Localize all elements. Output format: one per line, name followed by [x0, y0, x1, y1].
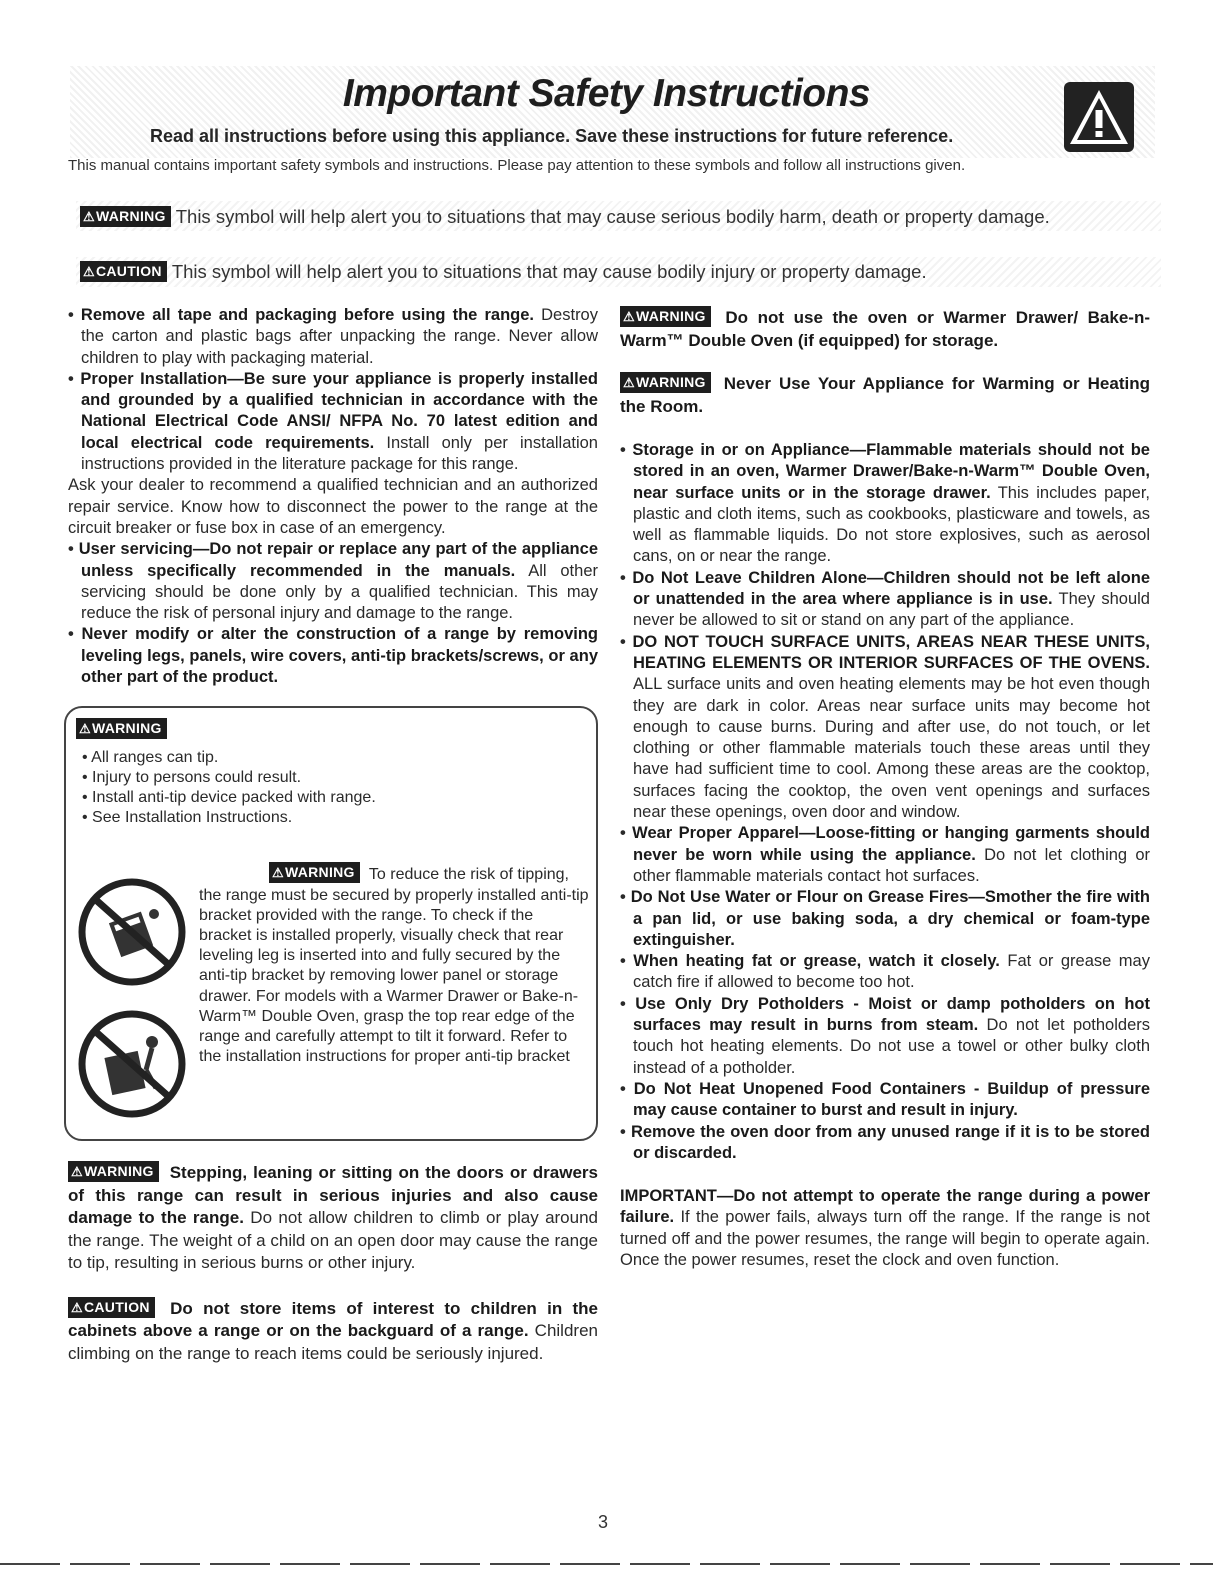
alert-triangle-icon — [1064, 82, 1134, 152]
warning-badge: ⚠WARNING — [76, 718, 167, 739]
list-item: • Do Not Use Water or Flour on Grease Fires—Smother the fire with a pan lid, or use baking soda, a dry chemical or foam-type extinguisher. — [620, 887, 1150, 951]
list-item: • See Installation Instructions. — [94, 808, 586, 828]
caution-badge: ⚠CAUTION — [68, 1297, 155, 1318]
tip-list — [76, 748, 586, 828]
right-column — [620, 306, 1150, 1271]
anti-tip-instructions: ⚠WARNING To reduce the risk of tipping, the range must be secured by properly installed anti-tip bracket provided with the range. To check if the bracket is installed properly, visually check that rear leveling leg is inserted into and fully secured by the anti-tip bracket by removing lower panel or storage drawer. For models with a Warmer Drawer or Bake-n-Warm™ Double Oven, grasp the top rear edge of the range and carefully attempt to tilt it forward. Refer to the installation instructions for proper anti-tip bracket — [199, 864, 589, 1066]
list-item: • Wear Proper Apparel—Loose-fitting or hanging garments should never be worn while using the appliance. Do not let clothing or other flammable materials contact hot surfaces. — [620, 823, 1150, 887]
list-item: • Storage in or on Appliance—Flammable materials should not be stored in an oven, Warmer Drawer/Bake-n-Warm™ Double Oven, near surface units or in the storage drawer. This includes paper, plastic and cloth items, such as cookbooks, plasticware and towels, as well as flammable liquids. Do not store explosives, such as aerosol cans, on or near the range. — [620, 440, 1150, 568]
no-tipping-icon — [76, 876, 188, 988]
stepping-warning: ⚠WARNING Stepping, leaning or sitting on the doors or drawers of this range can result in serious injuries and also cause damage to the range. Do not allow children to climb or play around the range. The weight of a child on an open door may cause the range to tip, resulting in serious burns or other injury. — [68, 1163, 599, 1273]
warning-badge: ⚠WARNING — [269, 862, 360, 883]
list-item: • Injury to persons could result. — [94, 768, 586, 788]
list-item: • Remove all tape and packaging before using the range. Destroy the carton and plastic bags after unpacking the range. Never allow children to play with packaging material. — [68, 305, 598, 369]
caution-symbol-line: ⚠CAUTION This symbol will help alert you to situations that may cause bodily injury or property damage. — [80, 261, 927, 283]
left-column — [68, 305, 598, 1365]
warning-badge: ⚠WARNING — [68, 1161, 159, 1182]
paragraph: Ask your dealer to recommend a qualified technician and an authorized repair service. Know how to disconnect the power to the range at the circuit breaker or fuse box in case of an emergency. — [68, 476, 598, 537]
storage-warning: ⚠WARNING Do not use the oven or Warmer Drawer/ Bake-n-Warm™ Double Oven (if equipped) for storage. — [620, 308, 1150, 350]
list-item: • DO NOT TOUCH SURFACE UNITS, AREAS NEAR THESE UNITS, HEATING ELEMENTS OR INTERIOR SURFACES OF THE OVENS. ALL surface units and oven heating elements may be hot even though they are dark in color. Areas near surface units may become hot enough to cause burns. During and after use, do not touch, or let clothing or other flammable materials touch these areas until they have had sufficient time to cool. Among these areas are the cooktop, surfaces facing the cooktop, the oven vent openings and surfaces near these openings, oven door and window. — [620, 632, 1150, 824]
page-title: Important Safety Instructions — [342, 72, 871, 115]
list-item: • User servicing—Do not repair or replace any part of the appliance unless specifically recommended in the manuals. All other servicing should be done only by a qualified technician. This may reduce the risk of personal injury and damage to the range. — [68, 539, 598, 624]
list-item: • Do Not Leave Children Alone—Children should not be left alone or unattended in the area where appliance is in use. They should never be allowed to sit or stand on any part of the appliance. — [620, 568, 1150, 632]
list-item: • All ranges can tip. — [94, 748, 586, 768]
warning-badge: ⚠WARNING — [620, 372, 711, 393]
warning-badge: ⚠WARNING — [620, 306, 711, 327]
power-failure-note: IMPORTANT—Do not attempt to operate the range during a power failure. If the power fails, always turn off the range. If the range is not turned off and the power resumes, the range will begin to operate again. Once the power resumes, reset the clock and oven function. — [620, 1187, 1150, 1269]
list-item: • Proper Installation—Be sure your appliance is properly installed and grounded by a qualified technician in accordance with the National Electrical Code ANSI/ NFPA No. 70 latest edition and local electrical code requirements. Install only per installation instructions provided in the literature package for this range. — [68, 369, 598, 475]
no-climbing-icon — [76, 1008, 188, 1120]
footer-rule — [0, 1563, 1213, 1565]
caution-badge: ⚠CAUTION — [80, 261, 167, 282]
warning-symbol-line: ⚠WARNING This symbol will help alert you to situations that may cause serious bodily harm, death or property damage. — [80, 206, 1050, 228]
cabinet-caution: ⚠CAUTION Do not store items of interest to children in the cabinets above a range or on the backguard of a range. Children climbing on the range to reach items could be seriously injured. — [68, 1298, 598, 1363]
anti-tip-warning-box — [64, 706, 598, 1141]
list-item: • Use Only Dry Potholders - Moist or damp potholders on hot surfaces may result in burns from steam. Do not let potholders touch hot heating elements. Do not use a towel or other bulky cloth instead of a potholder. — [620, 994, 1150, 1079]
heating-warning: ⚠WARNING Never Use Your Appliance for Warming or Heating the Room. — [620, 374, 1150, 416]
warning-badge: ⚠WARNING — [80, 206, 171, 227]
intro-text: This manual contains important safety symbols and instructions. Please pay attention to these symbols and follow all instructions given. — [68, 157, 966, 174]
list-item: • Install anti-tip device packed with range. — [94, 788, 586, 808]
list-item: • Never modify or alter the construction of a range by removing leveling legs, panels, wire covers, anti-tip brackets/screws, or any other part of the product. — [68, 624, 598, 688]
page-number: 3 — [598, 1512, 609, 1532]
list-item: • Do Not Heat Unopened Food Containers - Buildup of pressure may cause container to burst and result in injury. — [620, 1079, 1150, 1122]
list-item: • Remove the oven door from any unused range if it is to be stored or discarded. — [620, 1122, 1150, 1165]
list-item: • When heating fat or grease, watch it closely. Fat or grease may catch fire if allowed to become too hot. — [620, 951, 1150, 994]
page-subtitle: Read all instructions before using this appliance. Save these instructions for future reference. — [150, 126, 954, 146]
